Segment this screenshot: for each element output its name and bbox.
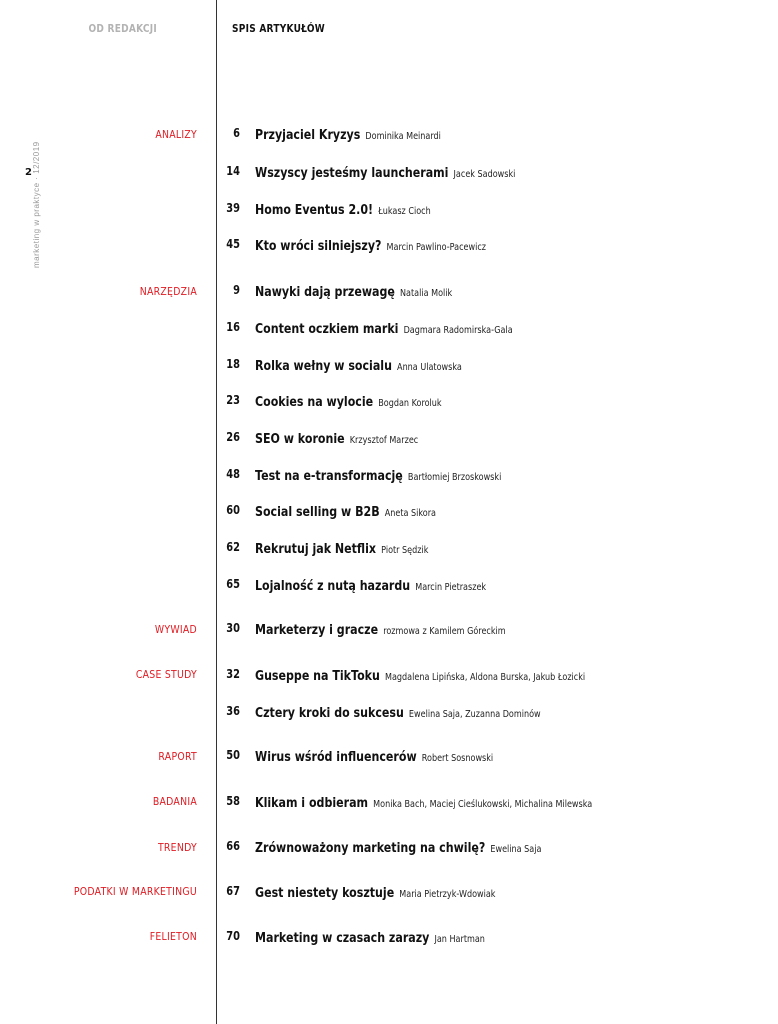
article-title: Kto wróci silniejszy? <box>255 239 382 254</box>
article-author: Dagmara Radomirska-Gala <box>403 325 513 336</box>
article-page-number: 14 <box>226 164 240 178</box>
category-podatki-w-marketingu: PODATKI W MARKETINGU <box>73 885 197 898</box>
editorial-header: OD REDAKCJI <box>88 22 157 35</box>
article-author: Anna Ulatowska <box>397 362 462 373</box>
article-title: Cookies na wylocie <box>255 395 374 410</box>
article-page-number: 32 <box>226 667 240 681</box>
article-page-number: 66 <box>226 839 240 853</box>
article-author: Magdalena Lipińska, Aldona Burska, Jakub Łozicki <box>384 672 586 683</box>
category-badania: BADANIA <box>152 795 197 808</box>
article-author: Maria Pietrzyk-Wdowiak <box>399 889 496 900</box>
article-author: Łukasz Cioch <box>378 206 431 217</box>
category-analizy: ANALIZY <box>155 128 197 141</box>
article-title: Marketing w czasach zarazy <box>255 931 430 946</box>
article-page-number: 50 <box>226 748 240 762</box>
article-page-number: 48 <box>226 467 240 481</box>
article-title: Guseppe na TikToku <box>255 669 380 684</box>
article-page-number: 58 <box>226 794 240 808</box>
category-wywiad: WYWIAD <box>154 623 197 636</box>
article-page-number: 16 <box>226 320 240 334</box>
toc-header: SPIS ARTYKUŁÓW <box>232 22 325 35</box>
article-title: Gest niestety kosztuje <box>255 886 395 901</box>
article-page-number: 65 <box>226 577 240 591</box>
article-page-number: 9 <box>233 283 240 297</box>
article-author: Krzysztof Marzec <box>349 435 419 446</box>
article-author: Bartłomiej Brzoskowski <box>407 472 502 483</box>
article-author: Jacek Sadowski <box>453 169 516 180</box>
article-page-number: 39 <box>226 201 240 215</box>
article-title: Klikam i odbieram <box>255 796 369 811</box>
article-page-number: 60 <box>226 503 240 517</box>
article-page-number: 30 <box>226 621 240 635</box>
article-author: Robert Sosnowski <box>421 753 494 764</box>
category-felieton: FELIETON <box>149 930 197 943</box>
article-author: Monika Bach, Maciej Cieślukowski, Michalina Milewska <box>373 799 593 810</box>
article-author: Bogdan Koroluk <box>378 398 442 409</box>
article-title: Wszyscy jesteśmy launcherami <box>255 166 449 181</box>
article-title: Rolka wełny w socialu <box>255 359 392 374</box>
article-title: Homo Eventus 2.0! <box>255 203 374 218</box>
article-title: Cztery kroki do sukcesu <box>255 706 404 721</box>
magazine-issue-label: marketing w praktyce · 12/2019 <box>32 141 41 268</box>
article-page-number: 62 <box>226 540 240 554</box>
article-page-number: 67 <box>226 884 240 898</box>
article-author: Ewelina Saja <box>490 844 542 855</box>
article-title: Marketerzy i gracze <box>255 623 379 638</box>
category-narzedzia: NARZĘDZIA <box>139 285 197 298</box>
column-divider <box>216 0 217 1024</box>
article-author: rozmowa z Kamilem Góreckim <box>383 626 506 637</box>
article-page-number: 36 <box>226 704 240 718</box>
article-author: Natalia Molik <box>400 288 453 299</box>
article-author: Marcin Pietraszek <box>415 582 487 593</box>
article-title: Lojalność z nutą hazardu <box>255 579 411 594</box>
article-author: Ewelina Saja, Zuzanna Dominów <box>408 709 541 720</box>
article-author: Piotr Sędzik <box>381 545 429 556</box>
article-page-number: 70 <box>226 929 240 943</box>
article-page-number: 18 <box>226 357 240 371</box>
article-author: Marcin Pawlino-Pacewicz <box>386 242 487 253</box>
article-author: Jan Hartman <box>434 934 485 945</box>
article-author: Aneta Sikora <box>384 508 436 519</box>
article-author: Dominika Meinardi <box>365 131 441 142</box>
article-title: Wirus wśród influencerów <box>255 750 417 765</box>
article-page-number: 26 <box>226 430 240 444</box>
article-title: Rekrutuj jak Netflix <box>255 542 377 557</box>
article-page-number: 23 <box>226 393 240 407</box>
category-trendy: TRENDY <box>157 841 197 854</box>
article-title: Przyjaciel Kryzys <box>255 128 361 143</box>
article-title: Zrównoważony marketing na chwilę? <box>255 841 486 856</box>
article-page-number: 6 <box>233 126 240 140</box>
article-title: Social selling w B2B <box>255 505 380 520</box>
page-number: 2 <box>25 167 32 178</box>
category-raport: RAPORT <box>158 750 197 763</box>
article-title: Nawyki dają przewagę <box>255 285 395 300</box>
article-page-number: 45 <box>226 237 240 251</box>
article-title: SEO w koronie <box>255 432 345 447</box>
article-title: Test na e-transformację <box>255 469 403 484</box>
article-title: Content oczkiem marki <box>255 322 399 337</box>
category-case-study: CASE STUDY <box>135 668 197 681</box>
